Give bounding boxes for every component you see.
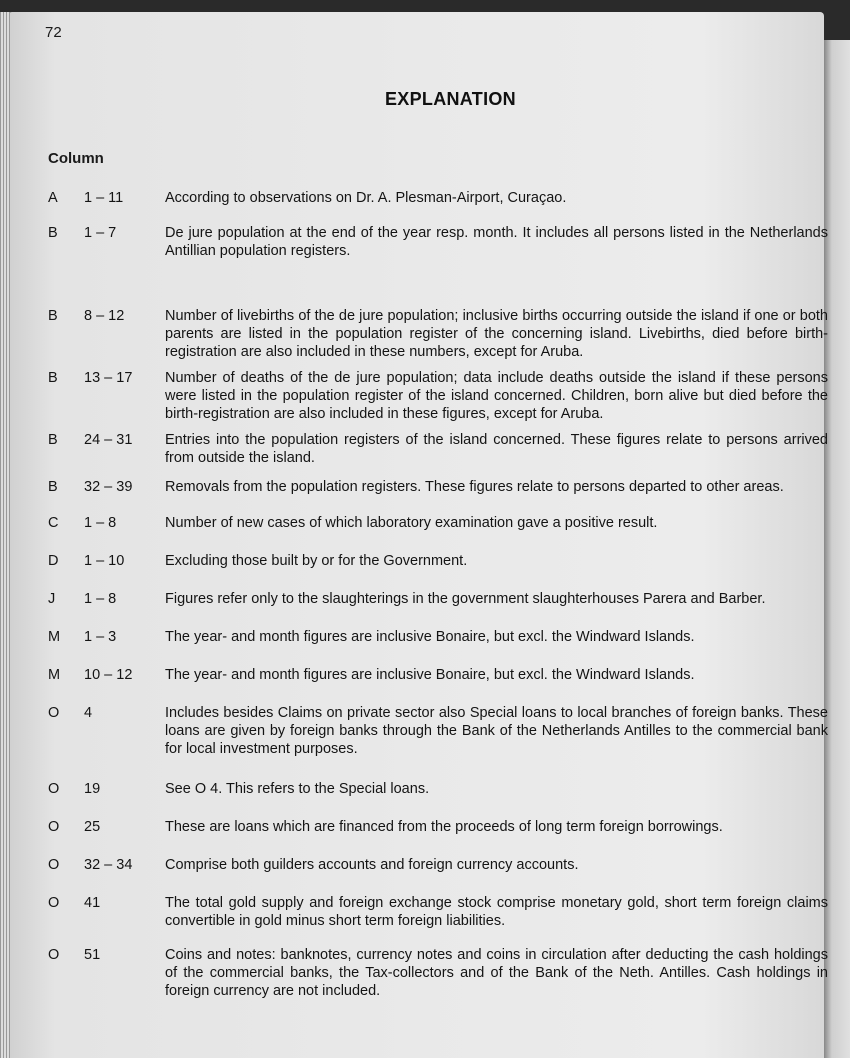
explanation-entry: [48, 590, 828, 608]
column-range: 19: [84, 781, 101, 797]
column-range: 1 – 11: [84, 190, 124, 206]
explanation-entry: [48, 369, 828, 423]
entry-text: Number of new cases of which laboratory examination gave a positive result.: [165, 515, 658, 531]
explanation-entry: [48, 946, 828, 1000]
column-range: 25: [84, 819, 101, 835]
explanation-entry: [48, 894, 828, 930]
column-range: 4: [84, 705, 93, 721]
page-title: EXPLANATION: [385, 89, 516, 109]
explanation-entry: [48, 780, 828, 798]
column-range: 32 – 39: [84, 479, 133, 495]
entry-text: Number of deaths of the de jure population; data include deaths outside the island if these persons were listed in the population register of the island concerned. Children, born alive but died before the birth-registration are also included in these figures, except for Aruba.: [165, 370, 828, 422]
entry-text: De jure population at the end of the year resp. month. It includes all persons listed in the Netherlands Antillian population registers.: [165, 225, 828, 259]
column-range: 8 – 12: [84, 308, 125, 324]
explanation-entry: [48, 552, 828, 570]
series-letter: D: [48, 553, 59, 569]
explanation-entry: [48, 478, 828, 496]
entry-text: Includes besides Claims on private sector also Special loans to local branches of foreign banks. These loans are given by foreign banks through the Bank of the Netherlands Antilles to the commercial bank for local investment purposes.: [165, 705, 828, 757]
entry-text: See O 4. This refers to the Special loans.: [165, 781, 430, 797]
entry-text: Excluding those built by or for the Government.: [165, 553, 468, 569]
column-range: 32 – 34: [84, 857, 133, 873]
entry-text: The year- and month figures are inclusive Bonaire, but excl. the Windward Islands.: [165, 629, 695, 645]
explanation-entry: [48, 189, 828, 207]
column-range: 1 – 10: [84, 553, 125, 569]
column-range: 24 – 31: [84, 432, 133, 448]
column-range: 1 – 3: [84, 629, 117, 645]
entry-text: Coins and notes: banknotes, currency notes and coins in circulation after deducting the cash holdings of the commercial banks, the Tax-collectors and of the Bank of the Neth. Antilles. Cash holdings in foreign currency are not included.: [165, 947, 828, 999]
series-letter: C: [48, 515, 59, 531]
column-range: 1 – 7: [84, 225, 117, 241]
column-range: 1 – 8: [84, 591, 117, 607]
explanation-entry: [48, 307, 828, 361]
entry-text: Figures refer only to the slaughterings in the government slaughterhouses Parera and Barber.: [165, 591, 766, 607]
series-letter: B: [48, 479, 58, 495]
explanation-entry: [48, 431, 828, 467]
column-heading: Column: [48, 150, 104, 167]
explanation-entry: [48, 224, 828, 260]
entry-text: According to observations on Dr. A. Plesman-Airport, Curaçao.: [165, 190, 567, 206]
series-letter: O: [48, 857, 60, 873]
series-letter: M: [48, 667, 61, 683]
explanation-entry: [48, 514, 828, 532]
entry-text: The year- and month figures are inclusive Bonaire, but excl. the Windward Islands.: [165, 667, 695, 683]
series-letter: O: [48, 895, 60, 911]
explanation-entry: [48, 628, 828, 646]
series-letter: M: [48, 629, 61, 645]
explanation-entry: [48, 818, 828, 836]
entry-text: Comprise both guilders accounts and foreign currency accounts.: [165, 857, 579, 873]
explanation-entry: [48, 856, 828, 874]
series-letter: O: [48, 781, 60, 797]
entry-text: Entries into the population registers of the island concerned. These figures relate to persons arrived from outside the island.: [165, 432, 828, 466]
column-range: 1 – 8: [84, 515, 117, 531]
series-letter: J: [48, 591, 56, 607]
column-range: 13 – 17: [84, 370, 133, 386]
entry-text: Removals from the population registers. These figures relate to persons departed to other areas.: [165, 479, 784, 495]
entry-text: These are loans which are financed from the proceeds of long term foreign borrowings.: [165, 819, 723, 835]
series-letter: B: [48, 308, 58, 324]
series-letter: B: [48, 432, 58, 448]
column-range: 51: [84, 947, 101, 963]
page-number: 72: [45, 24, 62, 41]
column-range: 41: [84, 895, 101, 911]
series-letter: B: [48, 225, 58, 241]
book-page-edges: [0, 12, 10, 1058]
series-letter: O: [48, 819, 60, 835]
series-letter: A: [48, 190, 58, 206]
entry-text: Number of livebirths of the de jure population; inclusive births occurring outside the island if one or both parents are listed in the population register of the concerning island. Livebirths, died before birth-registration are also included in these numbers, except for Aruba.: [165, 308, 828, 360]
series-letter: O: [48, 705, 60, 721]
column-range: 10 – 12: [84, 667, 133, 683]
entry-text: The total gold supply and foreign exchange stock comprise monetary gold, short term foreign claims convertible in gold minus short term foreign liabilities.: [165, 895, 828, 929]
explanation-entry: [48, 704, 828, 758]
series-letter: B: [48, 370, 58, 386]
series-letter: O: [48, 947, 60, 963]
explanation-entry: [48, 666, 828, 684]
